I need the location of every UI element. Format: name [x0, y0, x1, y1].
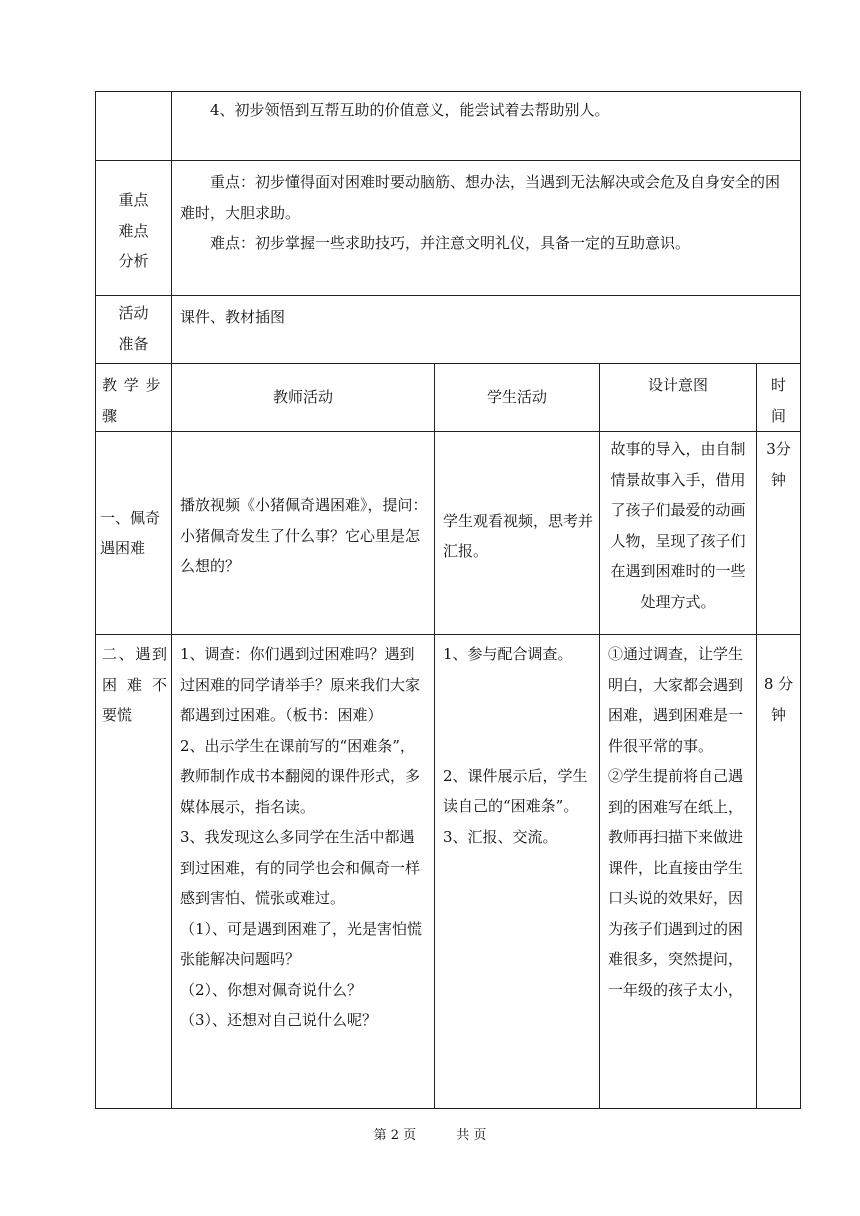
step1-teacher-cell [172, 432, 435, 635]
header-teacher: 教师活动 [272, 388, 333, 407]
objectives-cell [172, 92, 801, 161]
step2-time-cell [757, 635, 801, 1109]
objectives-row [96, 92, 801, 161]
header-time-cell [757, 364, 801, 432]
preparation-row [96, 296, 801, 364]
step1-student-text: 学生观看视频，思考并汇报。 [443, 511, 594, 560]
step2-row [96, 635, 801, 1109]
key-points-row [96, 161, 801, 296]
preparation-label-1: 活动 [118, 304, 149, 322]
step2-name-cell [96, 635, 172, 1109]
lesson-plan-table [95, 91, 801, 1109]
step2-teacher-line-6: （3）、还想对自己说什么呢？ [180, 1011, 378, 1029]
step2-design-line-1: ①通过调查，让学生明白，大家都会遇到困难，遇到困难是一件很平常的事。 [608, 645, 744, 755]
key-points-label-2: 难点 [118, 221, 149, 240]
objective-4-text: 4、初步领悟到互帮互助的价值意义，能尝试着去帮助别人。 [210, 101, 610, 119]
objectives-label-cell [96, 92, 172, 161]
key-points-label-3: 分析 [118, 252, 149, 271]
step1-row [96, 432, 801, 635]
step1-design-text: 故事的导入，由自制情景故事入手，借用了孩子们最爱的动画人物，呈现了孩子们在遇到困难时的一些处理方式。 [610, 440, 746, 611]
step2-design-line-2: ②学生提前将自己遇到的困难写在纸上，教师再扫描下来做进课件，比直接由学生口头说的效果好，因为孩子们遇到过的困难很多，突然提问，一年级的孩子太小， [608, 767, 744, 999]
header-student: 学生活动 [486, 388, 547, 407]
header-student-cell [435, 364, 600, 432]
header-time: 时间 [771, 376, 787, 425]
step1-time: 3分钟 [766, 440, 791, 489]
header-step-cell [96, 364, 172, 432]
step2-time: 8 分钟 [763, 675, 794, 724]
header-row [96, 364, 801, 432]
step2-teacher-line-5: （2）、你想对佩奇说什么？ [180, 980, 363, 999]
header-design-cell [600, 364, 757, 432]
step2-student-cell [435, 635, 600, 1109]
header-design: 设计意图 [647, 376, 708, 394]
step2-teacher-line-2: 2、出示学生在课前写的“困难条”，教师制作成书本翻阅的课件形式，多媒体展示，指名读。 [180, 736, 421, 816]
key-points-cell [172, 161, 801, 296]
key-points-label-1: 重点 [118, 191, 149, 210]
header-teacher-cell [172, 364, 435, 432]
preparation-label-2: 准备 [118, 334, 149, 353]
preparation-label-cell [96, 296, 172, 364]
preparation-text: 课件、教材插图 [180, 308, 286, 326]
difficulty-text: 难点：初步掌握一些求助技巧，并注意文明礼仪，具备一定的互助意识。 [210, 234, 691, 252]
page-total: 共 页 [456, 1128, 487, 1143]
step2-student-line-1: 1、参与配合调查。 [443, 645, 573, 663]
preparation-cell [172, 296, 801, 364]
step2-teacher-line-3: 3、我发现这么多同学在生活中都遇到过困难，有的同学也会和佩奇一样感到害怕、慌张或难过。 [180, 828, 421, 907]
step2-design-cell [600, 635, 757, 1109]
page-number: 第 2 页 [373, 1128, 417, 1143]
step2-name: 二、遇到困 难 不要慌 [102, 645, 167, 724]
step1-time-cell [757, 432, 801, 635]
step2-student-line-3: 3、汇报、交流。 [443, 827, 558, 846]
step2-student-line-2: 2、课件展示后，学生读自己的“困难条”。 [443, 766, 588, 815]
step1-name: 一、佩奇遇困难 [100, 508, 161, 557]
key-points-label-cell [96, 161, 172, 296]
step1-teacher-text: 播放视频《小猪佩奇遇困难》，提问：小猪佩奇发生了什么事？它心里是怎么想的？ [180, 496, 428, 576]
key-point-text: 重点：初步懂得面对困难时要动脑筋、想办法，当遇到无法解决或会危及自身安全的困难时，大胆求助。 [180, 173, 781, 222]
step1-design-cell [600, 432, 757, 635]
step1-student-cell [435, 432, 600, 635]
step1-name-cell [96, 432, 172, 635]
header-step: 教 学 步 骤 [102, 376, 162, 425]
step2-teacher-line-4: （1）、可是遇到困难了，光是害怕慌张能解决问题吗？ [180, 919, 423, 968]
page-footer [0, 1124, 860, 1143]
step2-teacher-cell [172, 635, 435, 1109]
step2-teacher-line-1: 1、调查：你们遇到过困难吗？遇到过困难的同学请举手？原来我们大家都遇到过困难。（板书：困难） [180, 645, 421, 724]
